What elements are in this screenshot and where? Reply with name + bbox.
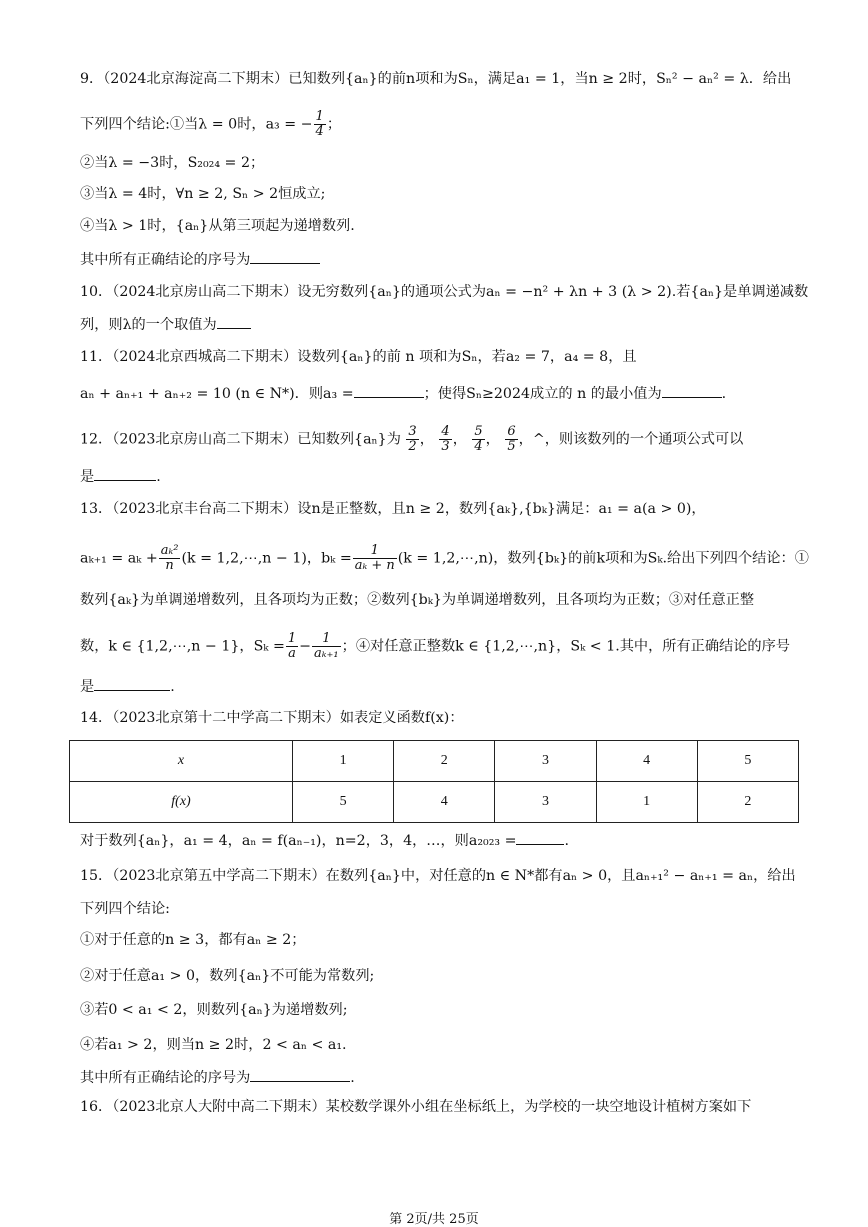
q13-line2	[80, 544, 809, 573]
q13-line4-b: ；④对任意正整数k ∈ {1,2,⋯,n}，Sₖ < 1.其中，所有正确结论的序号	[341, 638, 790, 655]
q9-conclusion-2: ②当λ = −3时，S₂₀₂₄ = 2；	[80, 155, 265, 171]
q15-conclusion-2: ②对于任意a₁ > 0，数列{aₙ}不可能为常数列;	[80, 968, 375, 984]
table-cell: 5	[293, 782, 394, 823]
table-cell: 1	[293, 741, 394, 782]
q12-frac-2	[439, 425, 451, 454]
q12-line2: 是 .	[80, 466, 161, 487]
q16-line1: 16．（2023北京人大附中高二下期末）某校数学课外小组在坐标纸上，为学校的一块空地设计植树方案如下	[80, 1099, 752, 1115]
q12-frac-4	[505, 425, 517, 454]
q14-line2-end: .	[564, 833, 569, 849]
q11-line2-end: .	[721, 386, 727, 402]
q13-frac-a-den: n	[165, 558, 174, 573]
q9-conclusion-3: ③当λ = 4时，∀n ≥ 2, Sₙ > 2恒成立;	[80, 186, 326, 202]
q10-line2-text: 列，则λ的一个取值为	[80, 317, 217, 333]
table-cell: 3	[495, 782, 596, 823]
q11-answer-blank-2[interactable]	[662, 383, 722, 398]
q12-frac-3-den: 4	[474, 439, 483, 454]
q12-frac-2-num: 4	[441, 424, 450, 439]
q12-frac-4-num: 6	[507, 424, 516, 439]
page-footer: 第 2页/共 25页	[389, 1212, 479, 1227]
q13-line2-a: aₖ₊₁ = aₖ +	[80, 550, 158, 567]
q14-line2-pre: 对于数列{aₙ}，a₁ = 4，aₙ = f(aₙ₋₁)，n=2，3，4，…，则a₂₀₂₃ =	[80, 833, 517, 849]
q9-frac-den: 4	[315, 124, 324, 139]
q15-ask-text: 其中所有正确结论的序号为	[80, 1070, 251, 1086]
q13-frac-d	[312, 632, 341, 661]
table-cell: 2	[697, 782, 798, 823]
q13-line4: 数，k ∈ {1,2,⋯,n − 1}，Sₖ = $\frac{1}{a}$ − $\frac{1}{\text{aₖ₊₁}}$ ；④对任意正整数k ∈ {1,2,⋯,n}，Sₖ < 1.其中，所有正确结论的序号	[80, 631, 790, 661]
q13-frac-b	[353, 544, 397, 573]
q13-frac-b-den: aₖ + n	[354, 558, 395, 573]
q9-ask	[80, 249, 320, 270]
q13-frac-c-den: a	[288, 646, 296, 661]
q13-line1: 13．（2023北京丰台高二下期末）设n是正整数，且n ≥ 2，数列{aₖ},{bₖ}满足：a₁ = a(a > 0)，	[80, 501, 706, 517]
q12-frac-2-den: 3	[441, 439, 450, 454]
q9-ask-text: 其中所有正确结论的序号为	[80, 252, 251, 268]
q15-line2: 下列四个结论:	[80, 901, 170, 917]
q12-frac-1	[406, 425, 418, 454]
table-cell: 4	[394, 782, 495, 823]
q13-frac-c-num: 1	[287, 631, 297, 646]
q10-line1: 10．（2024北京房山高二下期末）设无穷数列{aₙ}的通项公式为aₙ = −n² + λn + 3 (λ > 2).若{aₙ}是单调递减数	[80, 284, 809, 300]
q12-line1-pre: 12．（2023北京房山高二下期末）已知数列{aₙ}为	[80, 431, 401, 448]
q9-line1: 9．（2024北京海淀高二下期末）已知数列{aₙ}的前n项和为Sₙ，满足a₁ = 1，当n ≥ 2时，Sₙ² − aₙ² = λ．给出	[80, 71, 792, 87]
q9-frac-num: 1	[315, 109, 324, 124]
table-cell: 1	[596, 782, 697, 823]
q13-frac-d-den: aₖ₊₁	[314, 646, 339, 661]
table-cell: 5	[697, 741, 798, 782]
q9-line2-pre: 下列四个结论:①当λ = 0时，a₃ = −	[80, 116, 313, 133]
q12-frac-3	[472, 425, 484, 454]
q14-answer-blank[interactable]	[516, 830, 564, 845]
q14-line1: 14．（2023北京第十二中学高二下期末）如表定义函数f(x)：	[80, 710, 464, 726]
q13-line5: 是 .	[80, 676, 175, 697]
q13-frac-c	[286, 632, 298, 661]
q13-line2-c: (k = 1,2,⋯,n)，数列{bₖ}的前k项和为Sₖ.给出下列四个结论：①	[397, 550, 809, 567]
q11-line2-pre: aₙ + aₙ₊₁ + aₙ₊₂ = 10 (n ∈ N*)．则a₃ =	[80, 386, 354, 402]
table-row	[70, 741, 799, 782]
q12-frac-3-num: 5	[474, 424, 483, 439]
q13-frac-a-num: aₖ²	[160, 543, 179, 558]
q13-line4-a: 数，k ∈ {1,2,⋯,n − 1}，Sₖ =	[80, 638, 285, 655]
q13-frac-a	[159, 544, 181, 573]
table-cell: 4	[596, 741, 697, 782]
q13-frac-d-num: 1	[312, 632, 341, 647]
q10-answer-blank[interactable]	[217, 314, 251, 329]
q13-line3: 数列{aₖ}为单调递增数列，且各项均为正数；②数列{bₖ}为单调递增数列，且各项均为正数；③对任意正整	[80, 592, 755, 608]
q10-line2	[80, 314, 251, 335]
q9-fraction	[314, 110, 326, 139]
q12-line2-text: 是	[80, 469, 95, 485]
q9-line2-post: ；	[326, 116, 342, 133]
table-cell: 3	[495, 741, 596, 782]
q11-line1: 11．（2024北京西城高二下期末）设数列{aₙ}的前 n 项和为Sₙ，若a₂ = 7，a₄ = 8，且	[80, 349, 637, 365]
q12-answer-blank[interactable]	[94, 466, 156, 481]
q12-line1-post: ，^，则该数列的一个通项公式可以	[518, 431, 744, 448]
q13-answer-blank[interactable]	[94, 676, 170, 691]
q11-line2	[80, 383, 726, 404]
q14-line2	[80, 830, 569, 851]
q12-frac-1-den: 2	[408, 439, 417, 454]
q9-answer-blank[interactable]	[250, 249, 320, 264]
q12-frac-1-num: 3	[408, 424, 417, 439]
q11-answer-blank-1[interactable]	[354, 383, 424, 398]
table-cell: x	[70, 741, 293, 782]
q11-line2-mid: ；使得Sₙ≥2024成立的 n 的最小值为	[423, 386, 662, 402]
q15-ask: 其中所有正确结论的序号为 .	[80, 1067, 355, 1088]
q15-conclusion-4: ④若a₁ > 2，则当n ≥ 2时，2 < aₙ < a₁.	[80, 1037, 347, 1053]
q15-line1: 15．（2023北京第五中学高二下期末）在数列{aₙ}中，对任意的n ∈ N*都有aₙ > 0，且aₙ₊₁² − aₙ₊₁ = aₙ，给出	[80, 868, 796, 884]
q15-conclusion-1: ①对于任意的n ≥ 3，都有aₙ ≥ 2；	[80, 932, 306, 948]
q9-line2	[80, 110, 341, 139]
table-cell: 2	[394, 741, 495, 782]
q13-line2-b: (k = 1,2,⋯,n − 1)，bₖ =	[181, 550, 352, 567]
table-cell: f(x)	[70, 782, 293, 823]
q12-line1: 12．（2023北京房山高二下期末）已知数列{aₙ}为 $\frac{3}{2}$ ， $\frac{4}{3}$ ， $\frac{5}{4}$ ， $\frac{6}{5}$ ，^，则该数列的一个通项公式可以	[80, 424, 744, 454]
q15-conclusion-3: ③若0 < a₁ < 2，则数列{aₙ}为递增数列;	[80, 1002, 348, 1018]
function-table	[69, 740, 799, 823]
q13-line5-text: 是	[80, 679, 95, 695]
q13-frac-b-num: 1	[353, 544, 397, 559]
q9-conclusion-4: ④当λ > 1时，{aₙ}从第三项起为递增数列.	[80, 218, 355, 234]
q15-answer-blank[interactable]	[250, 1067, 350, 1082]
table-row	[70, 782, 799, 823]
q12-frac-4-den: 5	[507, 439, 516, 454]
